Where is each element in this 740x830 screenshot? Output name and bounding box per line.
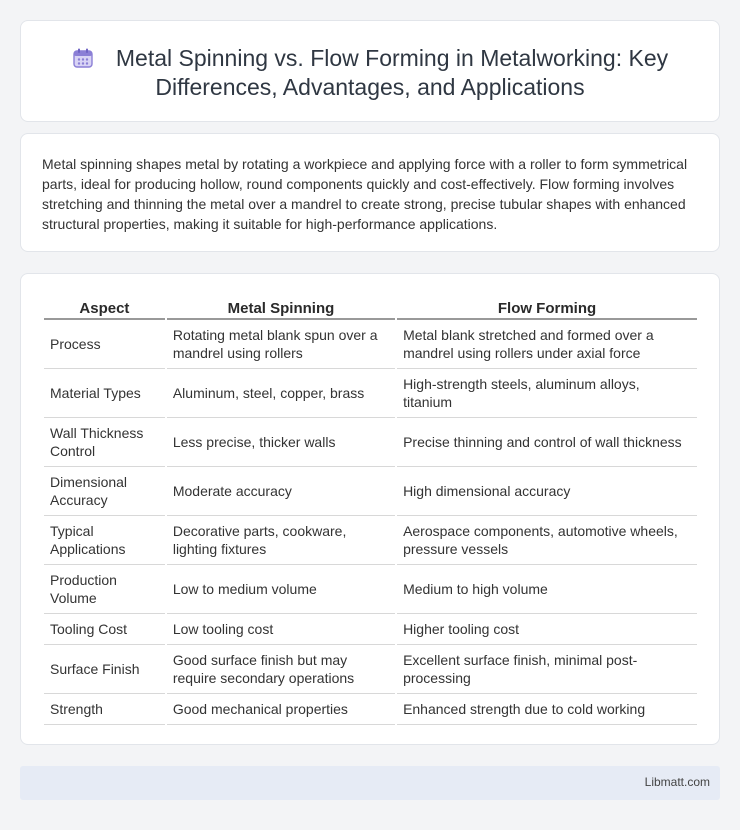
cell-metal-spinning: Low tooling cost [167, 614, 395, 645]
cell-aspect: Typical Applications [44, 516, 165, 565]
page-title-block [21, 44, 719, 102]
table-row [44, 467, 697, 516]
header-aspect: Aspect [44, 294, 165, 320]
cell-flow-forming: Excellent surface finish, minimal post-processing [397, 645, 697, 694]
footer-brand-link[interactable]: Libmatt.com [644, 775, 710, 789]
cell-metal-spinning: Good surface finish but may require secondary operations [167, 645, 395, 694]
comparison-table [42, 294, 699, 725]
cell-metal-spinning: Low to medium volume [167, 565, 395, 614]
cell-aspect: Surface Finish [44, 645, 165, 694]
cell-aspect: Strength [44, 694, 165, 725]
cell-flow-forming: Metal blank stretched and formed over a mandrel using rollers under axial force [397, 320, 697, 369]
intro-card [20, 133, 720, 252]
cell-flow-forming: Medium to high volume [397, 565, 697, 614]
table-row [44, 614, 697, 645]
cell-flow-forming: Aerospace components, automotive wheels, pressure vessels [397, 516, 697, 565]
cell-flow-forming: Precise thinning and control of wall thickness [397, 418, 697, 467]
cell-flow-forming: High dimensional accuracy [397, 467, 697, 516]
table-row [44, 369, 697, 418]
cell-aspect: Production Volume [44, 565, 165, 614]
page-title: Metal Spinning vs. Flow Forming in Metalworking: Key Differences, Advantages, and Applications [115, 45, 669, 100]
table-row [44, 694, 697, 725]
cell-metal-spinning: Less precise, thicker walls [167, 418, 395, 467]
table-row [44, 516, 697, 565]
cell-aspect: Dimensional Accuracy [44, 467, 165, 516]
cell-metal-spinning: Decorative parts, cookware, lighting fixtures [167, 516, 395, 565]
cell-flow-forming: High-strength steels, aluminum alloys, titanium [397, 369, 697, 418]
cell-metal-spinning: Aluminum, steel, copper, brass [167, 369, 395, 418]
cell-flow-forming: Higher tooling cost [397, 614, 697, 645]
table-row [44, 418, 697, 467]
comparison-card [20, 273, 720, 745]
cell-aspect: Process [44, 320, 165, 369]
calendar-icon [72, 47, 94, 69]
cell-aspect: Material Types [44, 369, 165, 418]
table-row [44, 645, 697, 694]
footer-bar [20, 766, 720, 800]
cell-aspect: Wall Thickness Control [44, 418, 165, 467]
intro-paragraph: Metal spinning shapes metal by rotating a workpiece and applying force with a roller to form symmetrical parts, ideal for producing hollow, round components quickly and cost-effectively. Flow forming involves stretching and thinning the metal over a mandrel to create strong, precise tubular shapes with enhanced structural properties, making it suitable for high-performance applications. [42, 156, 688, 232]
header-flow-forming: Flow Forming [397, 294, 697, 320]
cell-metal-spinning: Rotating metal blank spun over a mandrel using rollers [167, 320, 395, 369]
header-metal-spinning: Metal Spinning [167, 294, 395, 320]
table-row [44, 320, 697, 369]
cell-metal-spinning: Moderate accuracy [167, 467, 395, 516]
cell-metal-spinning: Good mechanical properties [167, 694, 395, 725]
title-card [20, 20, 720, 122]
table-row [44, 565, 697, 614]
cell-aspect: Tooling Cost [44, 614, 165, 645]
table-header-row [44, 294, 697, 320]
cell-flow-forming: Enhanced strength due to cold working [397, 694, 697, 725]
